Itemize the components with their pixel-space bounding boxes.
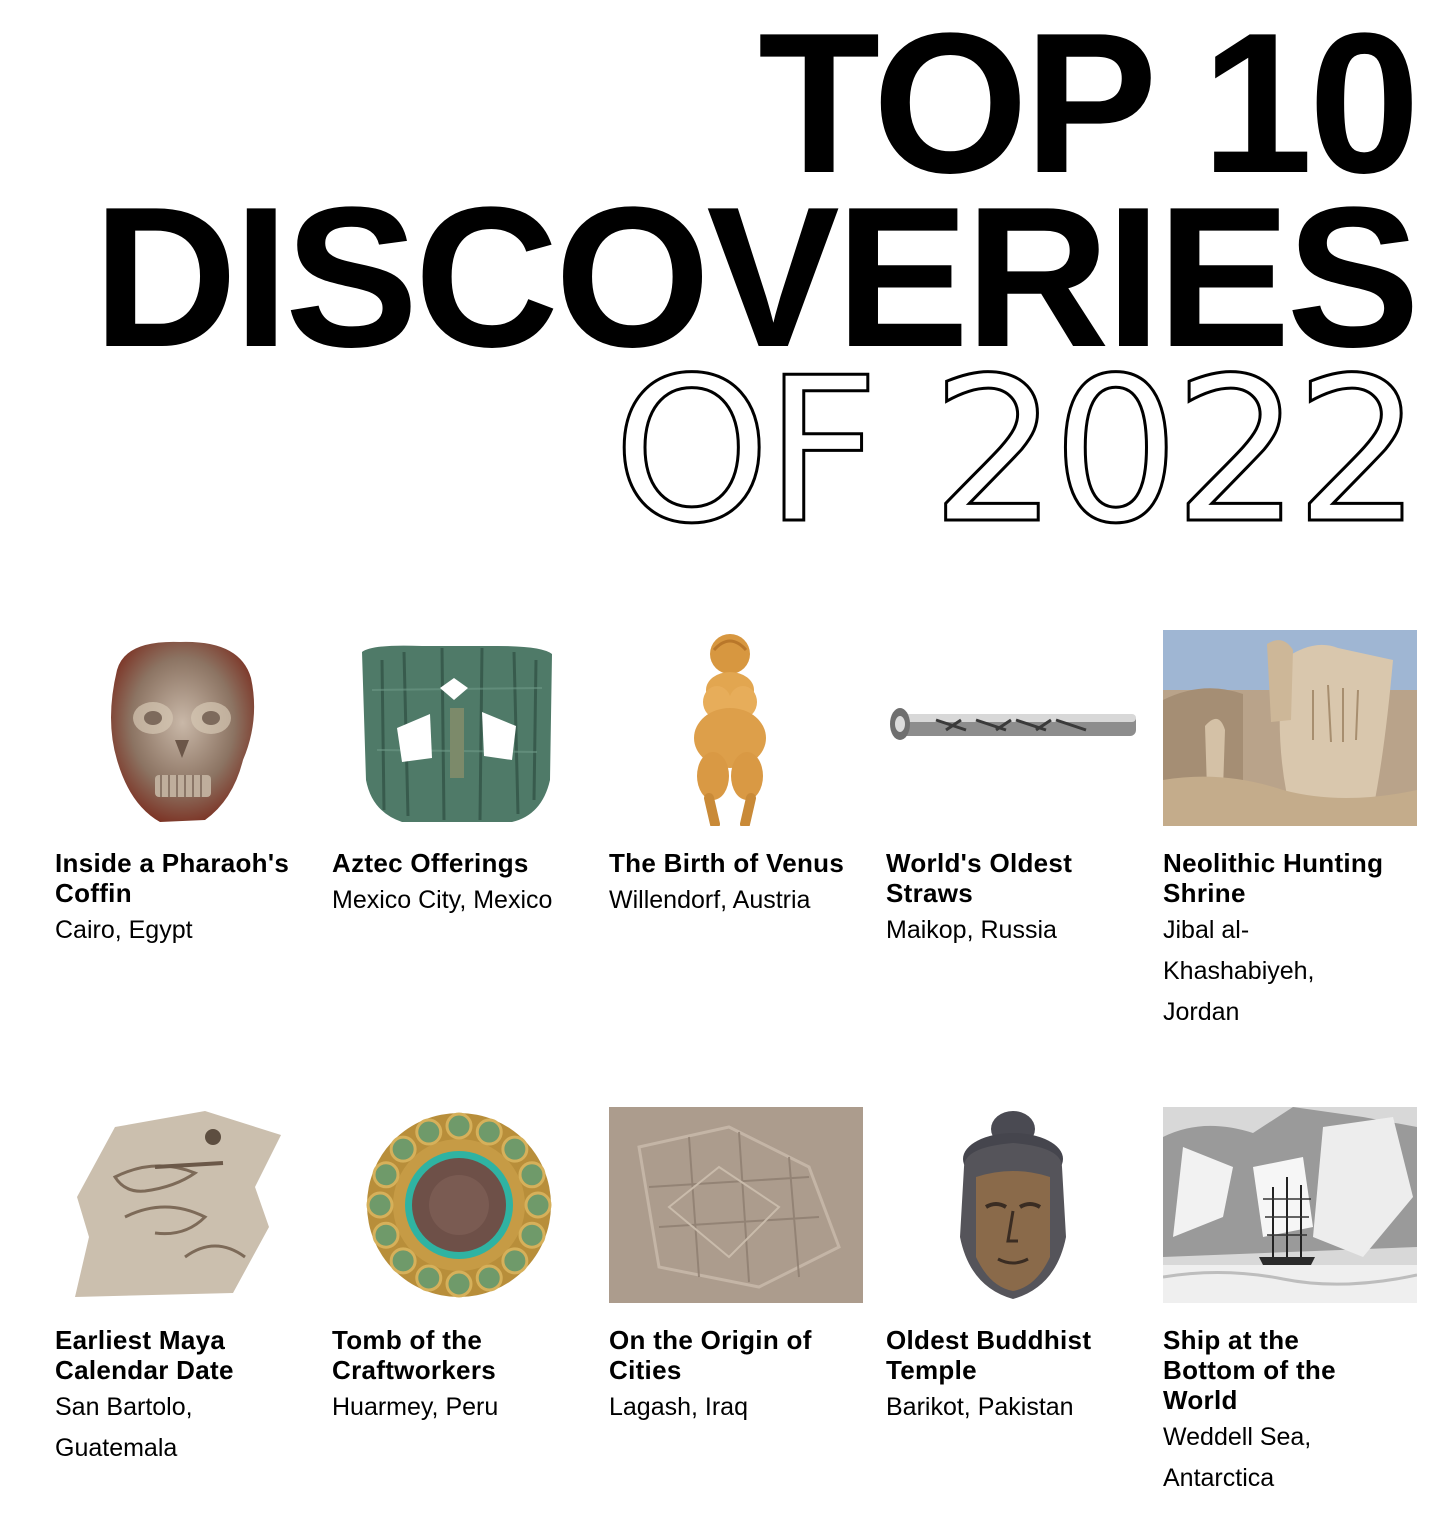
discovery-location: Willendorf, Austria (609, 886, 811, 914)
discovery-location: Weddell Sea, Antarctica (1163, 1423, 1312, 1492)
discovery-card[interactable] (1163, 1107, 1418, 1499)
discovery-card[interactable] (55, 630, 310, 951)
discovery-title: Oldest Buddhist Temple (886, 1325, 1092, 1385)
discovery-title: World's Oldest Straws (886, 848, 1073, 908)
painted-plaster-fragment-image (55, 1107, 309, 1303)
discovery-card[interactable] (609, 630, 864, 921)
discovery-card[interactable] (886, 1107, 1141, 1428)
discovery-card[interactable] (332, 630, 587, 921)
aerial-city-plan-image (609, 1107, 863, 1303)
discovery-title: Neolithic Hunting Shrine (1163, 848, 1384, 908)
mummy-skull-scan-image (55, 630, 309, 826)
discovery-card[interactable] (332, 1107, 587, 1428)
discovery-title: Aztec Offerings (332, 848, 529, 878)
title-line-3: OF 2022 (612, 335, 1416, 568)
standing-stones-desert-image (1163, 630, 1417, 826)
title-line-2: DISCOVERIES (93, 166, 1416, 389)
discovery-title: Earliest Maya Calendar Date (55, 1325, 234, 1385)
discovery-title: Inside a Pharaoh's Coffin (55, 848, 290, 908)
stone-buddha-head-image (886, 1107, 1140, 1303)
venus-figurine-image (609, 630, 863, 826)
silver-straw-image (886, 630, 1140, 826)
discovery-title: Ship at the Bottom of the World (1163, 1325, 1336, 1415)
discovery-location: Lagash, Iraq (609, 1393, 748, 1421)
discovery-location: Cairo, Egypt (55, 916, 193, 944)
discovery-location: Huarmey, Peru (332, 1393, 499, 1421)
discovery-card[interactable] (1163, 630, 1418, 1033)
green-wooden-mask-image (332, 630, 586, 826)
discovery-location: Barikot, Pakistan (886, 1393, 1074, 1421)
title-line-1: TOP 10 (758, 0, 1416, 215)
discovery-location: Maikop, Russia (886, 916, 1057, 944)
discovery-location: San Bartolo, Guatemala (55, 1393, 193, 1462)
discovery-title: The Birth of Venus (609, 848, 845, 878)
discovery-title: On the Origin of Cities (609, 1325, 812, 1385)
discovery-card[interactable] (886, 630, 1141, 951)
gold-disc-ornament-image (332, 1107, 586, 1303)
discovery-title: Tomb of the Craftworkers (332, 1325, 496, 1385)
discovery-location: Mexico City, Mexico (332, 886, 553, 914)
discovery-location: Jibal al-Khashabiyeh, Jordan (1163, 916, 1315, 1026)
ship-in-ice-photo-image (1163, 1107, 1417, 1303)
discovery-card[interactable] (609, 1107, 864, 1428)
discovery-card[interactable] (55, 1107, 310, 1469)
